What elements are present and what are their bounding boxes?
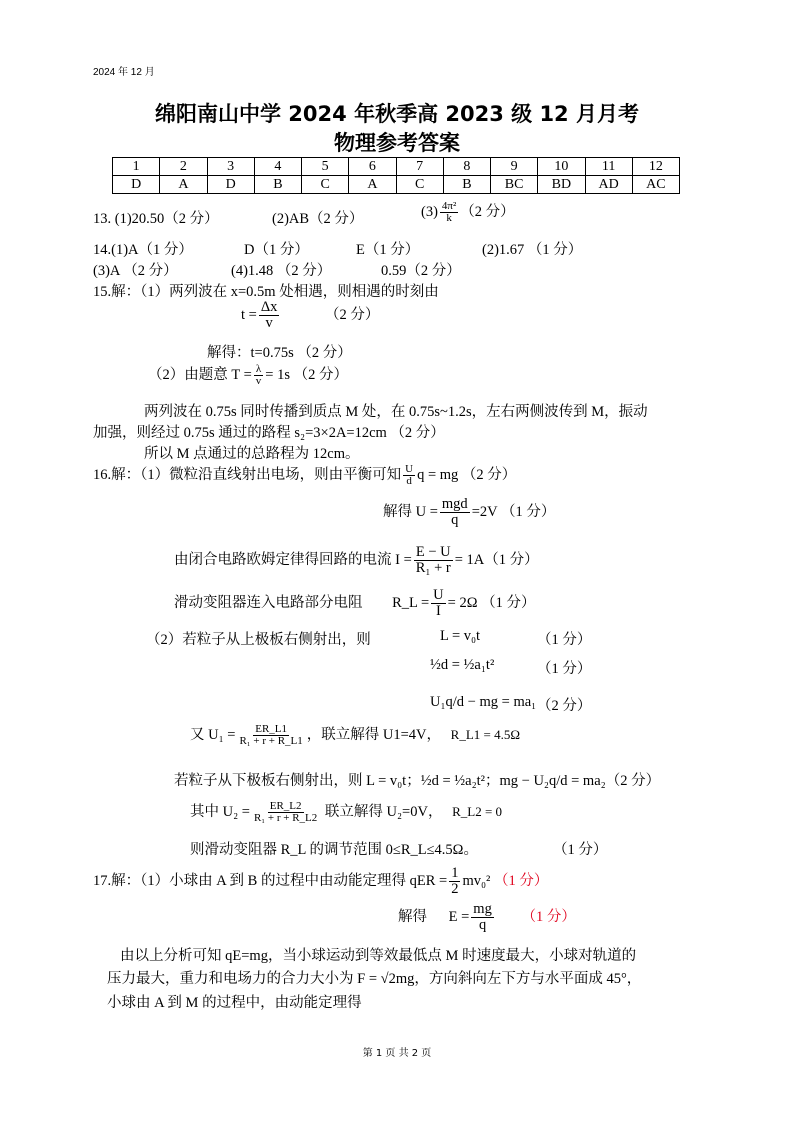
q14-part3: E（1 分） <box>356 242 420 258</box>
q17-solution-score: （1 分） <box>521 909 576 926</box>
question-number-cell: 11 <box>585 158 632 176</box>
q16-solution-u-fraction: $\frac{\text{mgd}}{q}$ <box>441 496 468 529</box>
question-number-cell: 4 <box>254 158 301 176</box>
q16-u1: 又 U₁ = $\frac{ER\_L1}{\text{R₁ + r + R\_L1}}$ ，联立解得 U1=4V， R_L1 = 4.5Ω <box>190 722 521 748</box>
q14-part2: D（1 分） <box>244 242 309 258</box>
answer-table-answers-row <box>113 176 680 194</box>
question-number-cell: 5 <box>302 158 349 176</box>
q16-u1-fraction: $\frac{ER\_L1}{\text{R₁ + r + R\_L1}}$ <box>239 722 303 748</box>
q17-intro-fraction: $\frac{1}{2}$ <box>451 865 459 898</box>
q15-paragraph3: 所以 M 点通过的总路程为 12cm。 <box>144 446 360 462</box>
answer-cell: B <box>254 176 301 194</box>
q16-ohm-law: 由闭合电路欧姆定律得回路的电流 I = $\frac{E - U}{\text{R₁ + r}}$ = 1A（1 分） <box>174 544 539 577</box>
answer-cell: C <box>396 176 443 194</box>
q14-part6: (4)1.48 （2 分） <box>231 263 332 279</box>
q15-eq1: t = $\frac{\Delta x}{v}$ （2 分） <box>241 299 380 332</box>
q17-paragraph1: 由以上分析可知 qE=mg，当小球运动到等效最低点 M 时速度最大，小球对轨道的 <box>120 948 637 964</box>
q16-eq-force-score: （2 分） <box>537 698 592 714</box>
question-number-cell: 10 <box>538 158 585 176</box>
q16-range-score: （1 分） <box>553 842 608 858</box>
q16-resistance: 滑动变阻器连入电路部分电阻 R_L = $\frac{U}{I}$ = 2Ω （1 分） <box>174 587 536 620</box>
q16-lower-plate: 若粒子从下极板右侧射出，则 L = v₀t；½d = ½a₂t²；mg − U₂q/d = ma₂（2 分） <box>174 773 661 789</box>
q16-resistance-fraction: $\frac{U}{I}$ <box>433 587 444 620</box>
answer-cell: D <box>113 176 160 194</box>
q16-eq-l-score: （1 分） <box>537 632 592 648</box>
answer-cell: C <box>302 176 349 194</box>
answer-cell: A <box>349 176 396 194</box>
answer-cell: D <box>207 176 254 194</box>
q17-paragraph3: 小球由 A 到 M 的过程中，由动能定理得 <box>107 995 362 1011</box>
question-number-cell: 8 <box>443 158 490 176</box>
header-date: 2024 年 12 月 <box>93 67 155 78</box>
q15-paragraph1: 两列波在 0.75s 同时传播到质点 M 处，在 0.75s~1.2s，左右两侧波传到 M，振动 <box>144 404 648 420</box>
q15-part2: （2）由题意 T = $\frac{\lambda}{v}$ = 1s （2 分） <box>148 362 348 388</box>
q14-part4: (2)1.67 （1 分） <box>482 242 583 258</box>
q13-fraction: $\frac{\text{4π²}}{k}$ <box>441 199 457 225</box>
q16-u2: 其中 U₂ = $\frac{ER\_L2}{\text{R₁ + r + R\_L2}}$ 联立解得 U₂=0V， R_L2 = 0 <box>190 799 503 825</box>
answer-cell: A <box>160 176 207 194</box>
title-line2: 物理参考答案 <box>334 131 460 155</box>
answer-cell: BC <box>491 176 538 194</box>
q16-eq-d: ½d = ½a₁t² <box>430 657 495 673</box>
page-footer: 第 1 页 共 2 页 <box>362 1048 432 1059</box>
q17-intro-score: （1 分） <box>494 873 549 890</box>
q16-u2-fraction: $\frac{ER\_L2}{\text{R₁ + r + R\_L2}}$ <box>253 799 318 825</box>
q17-solution: 解得 E = $\frac{mg}{q}$ （1 分） <box>398 901 576 934</box>
q15-solution1: 解得：t=0.75s （2 分） <box>207 345 352 361</box>
q13-part2: (2)AB（2 分） <box>272 211 364 227</box>
answer-table <box>112 157 680 194</box>
question-number-cell: 2 <box>160 158 207 176</box>
answer-cell: AD <box>585 176 632 194</box>
q17-intro: 17.解：（1）小球由 A 到 B 的过程中由动能定理得 qER = $\frac{1}{2}$ mv₀² （1 分） <box>93 865 549 898</box>
q16-eq-l: L = v₀t <box>440 628 481 644</box>
question-number-cell: 7 <box>396 158 443 176</box>
q16-ohm-fraction: $\frac{E - U}{\text{R₁ + r}}$ <box>415 544 451 577</box>
answer-table-numbers-row <box>113 158 680 176</box>
q16-part2: （2）若粒子从上极板右侧射出，则 <box>146 632 371 648</box>
q16-intro-fraction: $\frac{U}{d}$ <box>405 462 414 488</box>
q14-part7: 0.59（2 分） <box>381 263 461 279</box>
question-number-cell: 6 <box>349 158 396 176</box>
question-number-cell: 3 <box>207 158 254 176</box>
q14-part5: (3)A （2 分） <box>93 263 178 279</box>
q16-eq-force: U₁q/d − mg = ma₁ <box>430 694 537 710</box>
q17-paragraph2: 压力最大，重力和电场力的合力大小为 F = √2mg，方向斜向左下方与水平面成 45°， <box>107 971 642 987</box>
q16-eq-d-score: （1 分） <box>537 661 592 677</box>
q16-solution-u: 解得 U = $\frac{\text{mgd}}{q}$ =2V （1 分） <box>383 496 556 529</box>
q15-eq1-fraction: $\frac{\Delta x}{v}$ <box>260 299 278 332</box>
q15-part2-fraction: $\frac{\lambda}{v}$ <box>255 362 262 388</box>
answer-cell: BD <box>538 176 585 194</box>
question-number-cell: 9 <box>491 158 538 176</box>
question-number-cell: 1 <box>113 158 160 176</box>
q15-paragraph2: 加强，则经过 0.75s 通过的路程 s₂=3×2A=12cm （2 分） <box>93 425 445 441</box>
q16-intro: 16.解：（1）微粒沿直线射出电场，则由平衡可知 $\frac{U}{d}$ q = mg （2 分） <box>93 462 517 488</box>
q14-part1: 14.(1)A（1 分） <box>93 242 193 258</box>
q17-solution-fraction: $\frac{mg}{q}$ <box>473 901 492 934</box>
title-line1: 绵阳南山中学 2024 年秋季高 2023 级 12 月月考 <box>155 102 639 126</box>
q13-part3: (3) $\frac{\text{4π²}}{k}$ （2 分） <box>421 199 515 225</box>
q13-part1: 13. (1)20.50（2 分） <box>93 211 219 227</box>
q16-range: 则滑动变阻器 R_L 的调节范围 0≤R_L≤4.5Ω。 <box>190 842 478 858</box>
answer-cell: B <box>443 176 490 194</box>
question-number-cell: 12 <box>632 158 679 176</box>
q15-intro: 15.解：（1）两列波在 x=0.5m 处相遇，则相遇的时刻由 <box>93 284 439 300</box>
answer-cell: AC <box>632 176 679 194</box>
